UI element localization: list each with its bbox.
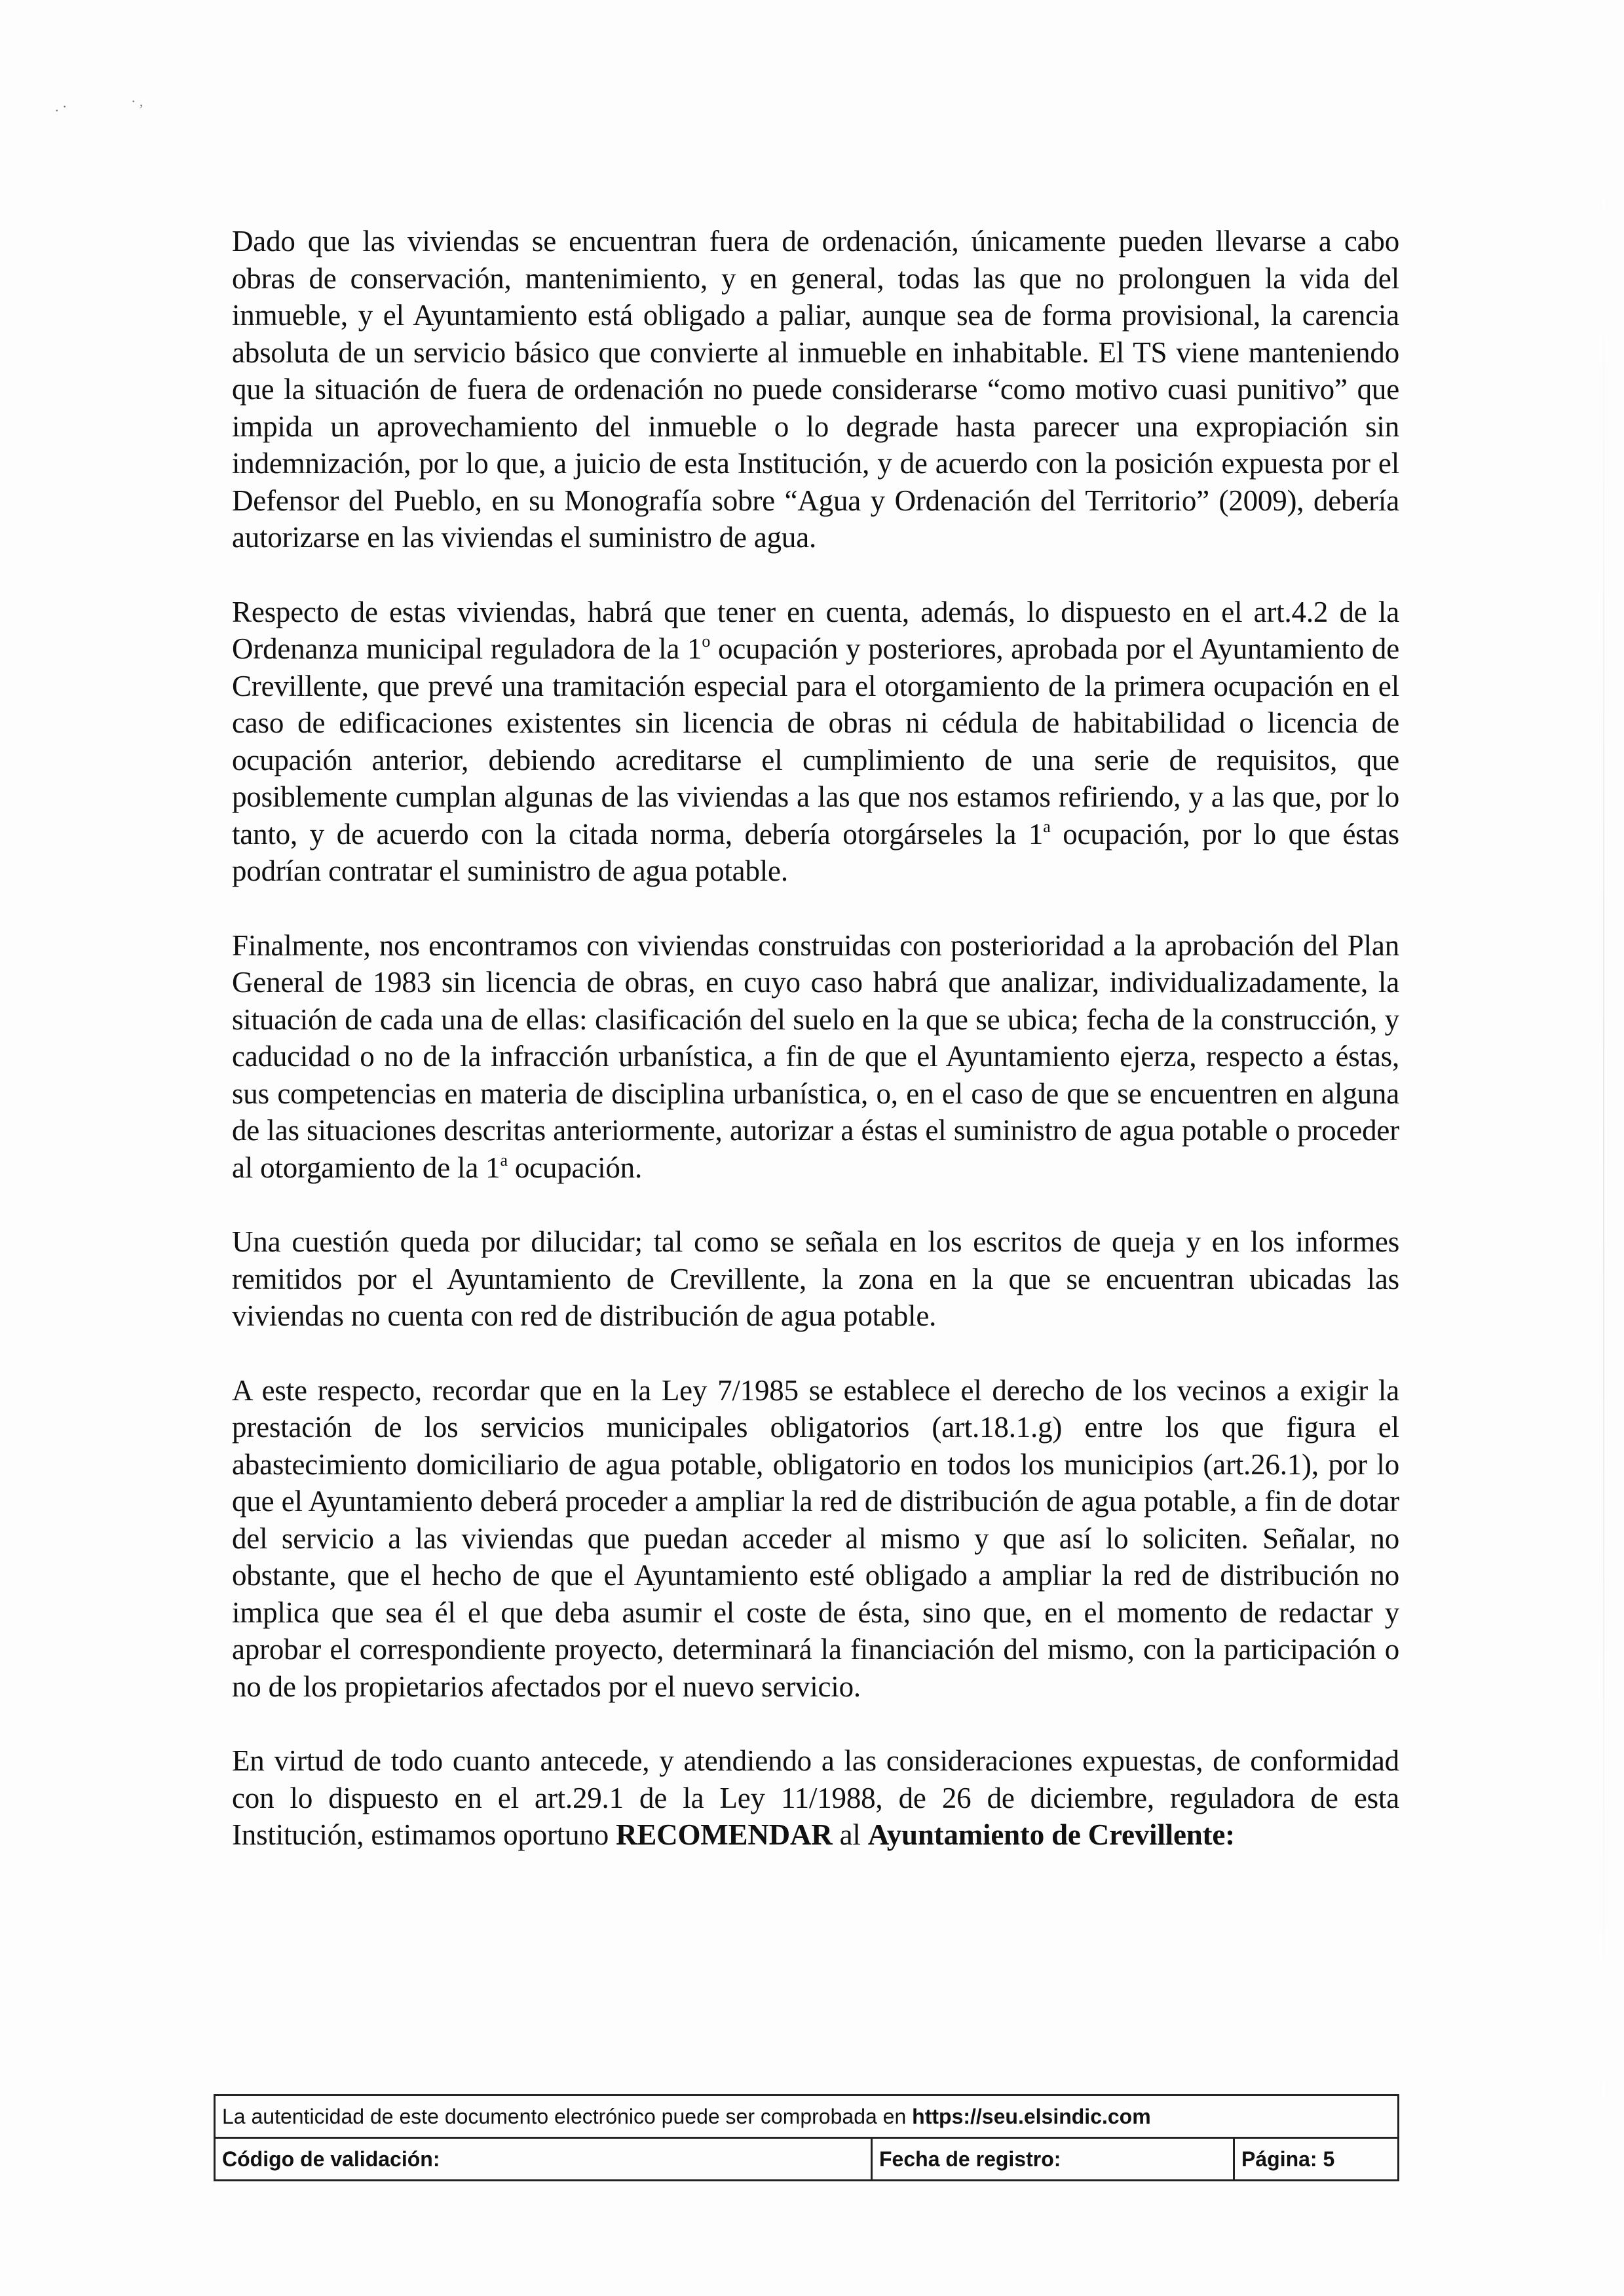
validation-code-label: Código de validación: — [215, 2138, 872, 2181]
paragraph-viviendas-posteriores: Finalmente, nos encontramos con viviendas construidas con posterioridad a la aprobación del Plan General de 1983 sin licencia de obras, en cuyo caso habrá que analizar, individualizadamente, la situación de cada una de ellas: clasificación del suelo en la que se ubica; fecha de la construcción, y caducidad o no de la infracción urbanística, a fin de que el Ayuntamiento ejerza, respecto a éstas, sus competencias en materia de disciplina urbanística, o, en el caso de que se encuentren en alguna de las situaciones descritas anteriormente, autorizar a éstas el suministro de agua potable o proceder al otorgamiento de la 1$^a$ ocupación. — [232, 928, 1399, 1184]
authenticity-notice: La autenticidad de este documento electrónico puede ser comprobada en https://seu.elsindic.com — [215, 2095, 1399, 2138]
scan-edge — [1603, 197, 1604, 2097]
paragraph-fuera-de-ordenacion: Dado que las viviendas se encuentran fuera de ordenación, únicamente pueden llevarse a cabo obras de conservación, mantenimiento, y en general, todas las que no prolonguen la vida del inmueble, y el Ayuntamiento está obligado a paliar, aunque sea de forma provisional, la carencia absoluta de un servicio básico que convierte al inmueble en inhabitable. El TS viene manteniendo que la situación de fuera de ordenación no puede considerarse “como motivo cuasi punitivo” que impida un aprovechamiento del inmueble o lo degrade hasta parecer una expropiación sin indemnización, por lo que, a juicio de esta Institución, y de acuerdo con la posición expuesta por el Defensor del Pueblo, en su Monografía sobre “Agua y Ordenación del Territorio” (2009), debería autorizarse en las viviendas el suministro de agua. — [232, 225, 1399, 554]
paragraph-red-distribucion: Una cuestión queda por dilucidar; tal como se señala en los escritos de queja y en los informes remitidos por el Ayuntamiento de Crevillente, la zona en la que se encuentran ubicadas las viviendas no cuenta con red de distribución de agua potable. — [232, 1225, 1399, 1332]
scan-artifact: . · — [55, 98, 67, 115]
addressee-emphasis: Ayuntamiento de Crevillente: — [867, 1818, 1235, 1851]
verification-link[interactable]: https://seu.elsindic.com — [912, 2104, 1151, 2128]
validation-footer-table — [214, 2094, 1399, 2181]
document-body — [232, 223, 1399, 1854]
registration-date-label: Fecha de registro: — [872, 2138, 1234, 2181]
paragraph-ordenanza-primera-ocupacion: Respecto de estas viviendas, habrá que tener en cuenta, además, lo dispuesto en el art.4.2 de la Ordenanza municipal reguladora de la 1$^o$ ocupación y posteriores, aprobada por el Ayuntamiento de Crevillente, que prevé una tramitación especial para el otorgamiento de la primera ocupación en el caso de edificaciones existentes sin licencia de obras ni cédula de habitabilidad o licencia de ocupación anterior, debiendo acreditarse el cumplimiento de una serie de requisitos, que posiblemente cumplan algunas de las viviendas a las que nos estamos refiriendo, y a las que, por lo tanto, y de acuerdo con la citada norma, debería otorgárseles la 1$^a$ ocupación, por lo que éstas podrían contratar el suministro de agua potable. — [232, 595, 1399, 887]
page-number: Página: 5 — [1234, 2138, 1399, 2181]
recomendar-emphasis: RECOMENDAR — [616, 1818, 833, 1851]
paragraph-ley-7-1985: A este respecto, recordar que en la Ley 7/1985 se establece el derecho de los vecinos a exigir la prestación de los servicios municipales obligatorios (art.18.1.g) entre los que figura el abastecimiento domiciliario de agua potable, obligatorio en todos los municipios (art.26.1), por lo que el Ayuntamiento deberá proceder a ampliar la red de distribución de agua potable, a fin de dotar del servicio a las viviendas que puedan acceder al mismo y que así lo soliciten. Señalar, no obstante, que el hecho de que el Ayuntamiento esté obligado a ampliar la red de distribución no implica que sea él el que deba asumir el coste de ésta, sino que, en el momento de redactar y aprobar el correspondiente proyecto, determinará la financiación del mismo, con la participación o no de los propietarios afectados por el nuevo servicio. — [232, 1373, 1399, 1703]
scan-artifact: · , — [131, 93, 143, 109]
paragraph-recomendacion: En virtud de todo cuanto antecede, y atendiendo a las consideraciones expuestas, de conformidad con lo dispuesto en el art.29.1 de la Ley 11/1988, de 26 de diciembre, reguladora de esta Institución, estimamos oportuno RECOMENDAR al Ayuntamiento de Crevillente: — [232, 1744, 1399, 1851]
